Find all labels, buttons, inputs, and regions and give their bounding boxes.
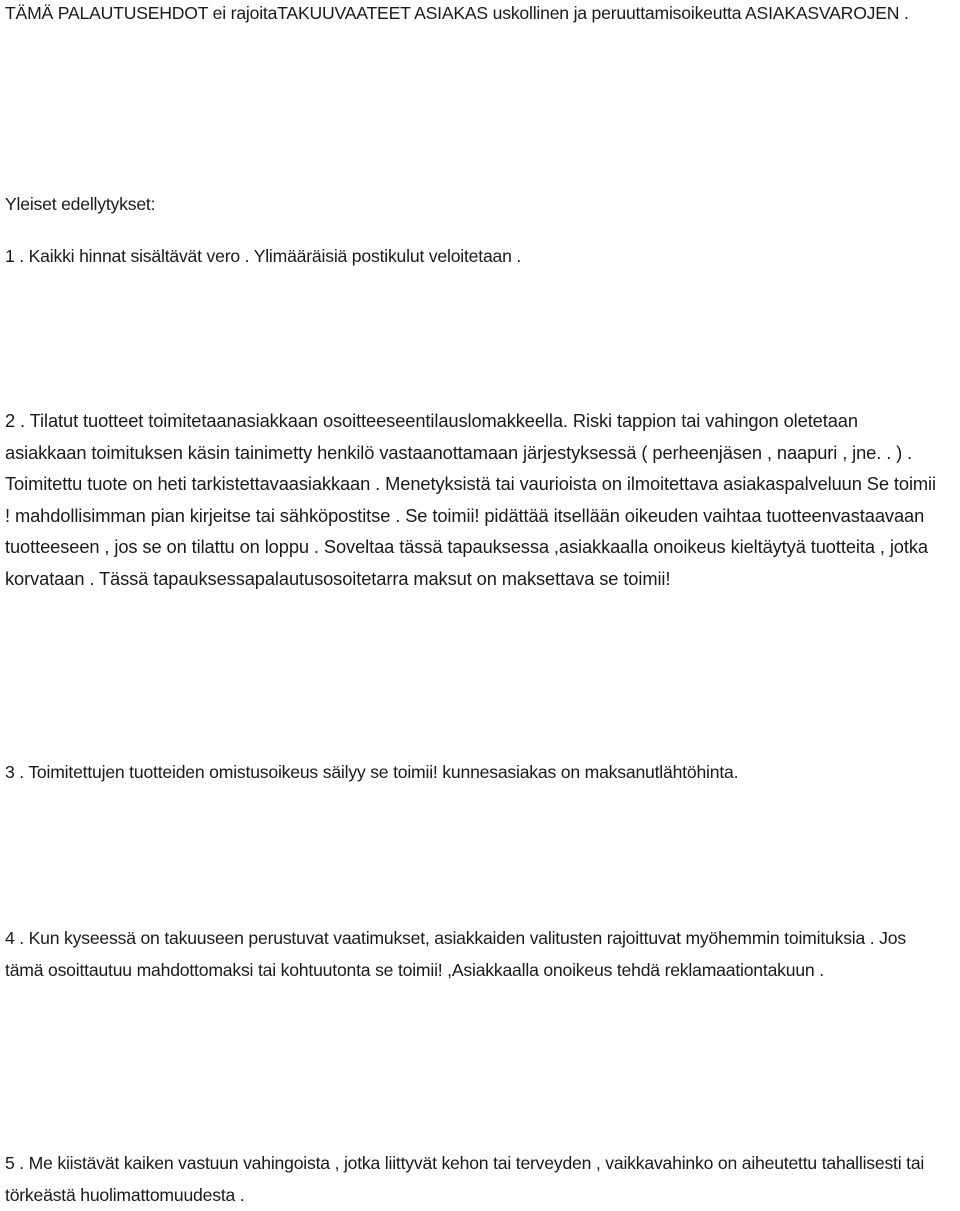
document-title: TÄMÄ PALAUTUSEHDOT ei rajoitaTAKUUVAATEET ASIAKAS uskollinen ja peruuttamisoikeutta ASIAKASVAROJEN . <box>5 3 909 23</box>
list-item: 3 . Toimitettujen tuotteiden omistusoikeus säilyy se toimii! kunnesasiakas on maksanutlähtöhinta. <box>5 762 739 782</box>
section-heading: Yleiset edellytykset: <box>5 194 156 214</box>
list-item: 2 . Tilatut tuotteet toimitetaanasiakkaan osoitteeseentilauslomakkeella. Riski tappion tai vahingon oletetaan asiakkaan toimituksen käsin tainimetty henkilö vastaanottamaan järjestyksessä ( perheenjäsen , naapuri , jne. . ) . Toimitettu tuote on heti tarkistettavaasiakkaan . Menetyksistä tai vaurioista on ilmoitettava asiakaspalveluun Se toimii ! mahdollisimman pian kirjeitse tai sähköpostitse . Se toimii! pidättää itsellään oikeuden vaihtaa tuotteenvastaavaan tuotteeseen , jos se on tilattu on loppu . Soveltaa tässä tapauksessa ,asiakkaalla onoikeus kieltäytyä tuotteita , jotka korvataan . Tässä tapauksessapalautusosoitetarra maksut on maksettava se toimii! <box>5 410 936 589</box>
list-item: 4 . Kun kyseessä on takuuseen perustuvat vaatimukset, asiakkaiden valitusten rajoittuvat myöhemmin toimituksia . Jos tämä osoittautuu mahdottomaksi tai kohtuutonta se toimii! ,Asiakkaalla onoikeus tehdä reklamaationtakuun . <box>5 928 906 980</box>
list-item: 5 . Me kiistävät kaiken vastuun vahingoista , jotka liittyvät kehon tai terveyden , vaikkavahinko on aiheutettu tahallisesti tai törkeästä huolimattomuudesta . <box>5 1153 925 1205</box>
list-item: 1 . Kaikki hinnat sisältävät vero . Ylimääräisiä postikulut veloitetaan . <box>5 246 522 266</box>
